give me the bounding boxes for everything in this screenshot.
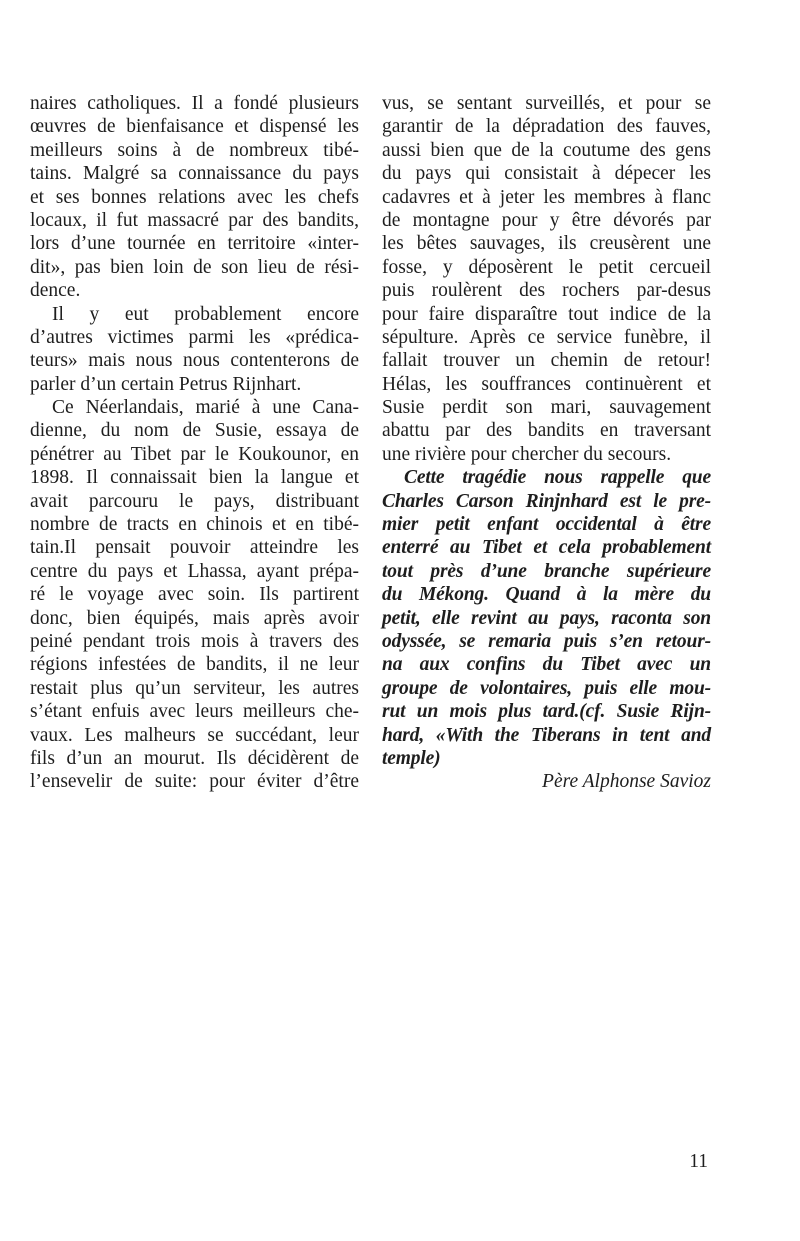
text-line: une rivière pour chercher du secours. [382,443,672,465]
text-line: abattu par des bandits en traversant [382,420,711,442]
text-line: Ce Néerlandais, marié à une Cana- [52,397,359,419]
text-line: odyssée, se remaria puis s’en retour- [382,630,711,652]
left-column [30,92,359,794]
text-line: s’étant enfuis avec leurs meilleurs che- [30,701,359,723]
text-line: pour faire disparaître tout indice de la [382,303,711,325]
text-line: œuvres de bienfaisance et dispensé les [30,116,359,138]
text-line: parler d’un certain Petrus Rijnhart. [30,373,302,395]
text-line: tout près d’une branche supérieure [382,560,711,582]
text-line: Il y eut probablement encore [52,303,359,325]
text-line: nombre de tracts en chinois et en tibé- [30,514,359,536]
text-line: tains. Malgré sa connaissance du pays [30,163,359,185]
text-line: dence. [30,280,81,302]
text-line: 1898. Il connaissait bien la langue et [30,467,359,489]
text-line: fallait trouver un chemin de retour! [382,350,711,372]
text-line: l’ensevelir de suite: pour éviter d’être [30,771,359,793]
text-line: mier petit enfant occidental à être [382,514,711,536]
paragraph [30,303,359,397]
text-line: Susie perdit son mari, sauvagement [382,397,711,419]
text-line: d’autres victimes parmi les «prédica- [30,326,359,348]
text-line: groupe de volontaires, puis elle mou- [382,677,711,699]
text-line: cadavres et à jeter les membres à flanc [382,186,711,208]
author-signature: Père Alphonse Savioz [542,771,711,793]
text-line: vaux. Les malheurs se succédant, leur [30,724,359,746]
text-line: locaux, il fut massacré par des bandits, [30,209,359,231]
text-line: régions infestées de bandits, il ne leur [30,654,359,676]
text-line: teurs» mais nous nous contenterons de [30,350,359,372]
text-line: tain.Il pensait pouvoir atteindre les [30,537,359,559]
text-line: puis roulèrent des rochers par-desus [382,280,711,302]
text-line: naires catholiques. Il a fondé plusieurs [30,93,359,114]
text-line: hard, «With the Tiberans in tent and [382,724,711,746]
paragraph [30,396,359,794]
text-line: rut un mois plus tard.(cf. Susie Rijn- [382,701,711,723]
text-line: vus, se sentant surveillés, et pour se [382,93,711,114]
text-line: donc, bien équipés, mais après avoir [30,607,359,629]
text-line: peiné pendant trois mois à travers des [30,630,359,652]
text-line: petit, elle revint au pays, raconta son [382,607,711,629]
italic-paragraph [382,466,711,770]
text-line: les bêtes sauvages, ils creusèrent une [382,233,711,255]
text-line: fils d’un an mourut. Ils décidèrent de [30,747,359,769]
right-column [382,92,711,794]
text-line: du Mékong. Quand à la mère du [382,584,711,606]
text-line: na aux confins du Tibet avec un [382,654,711,676]
text-line: et ses bonnes relations avec les chefs [30,186,359,208]
text-line: Charles Carson Rinjnhard est le pre- [382,490,711,512]
text-line: dit», pas bien loin de son lieu de rési- [30,256,359,278]
text-line: de montagne pour y être dévorés par [382,209,711,231]
text-line: pénétrer au Tibet par le Koukounor, en [30,443,359,465]
text-line: centre du pays et Lhassa, ayant prépa- [30,560,359,582]
text-line: temple) [382,747,441,769]
text-line: enterré au Tibet et cela probablement [382,537,711,559]
text-line: sépulture. Après ce service funèbre, il [382,326,711,348]
text-line: Cette tragédie nous rappelle que [404,467,711,489]
text-line: du pays qui consistait à dépecer les [382,163,711,185]
text-line: lors d’une tournée en territoire «inter- [30,233,359,255]
text-line: Hélas, les souffrances continuèrent et [382,373,711,395]
text-line: meilleurs soins à de nombreux tibé- [30,139,359,161]
text-line: fosse, y déposèrent le petit cercueil [382,256,711,278]
page-number: 11 [689,1151,708,1172]
paragraph [30,92,359,303]
text-line: ré le voyage avec soin. Ils partirent [30,584,359,606]
text-line: avait parcouru le pays, distribuant [30,490,359,512]
text-line: garantir de la dépradation des fauves, [382,116,711,138]
paragraph [382,92,711,466]
text-line: dienne, du nom de Susie, essaya de [30,420,359,442]
text-line: aussi bien que de la coutume des gens [382,139,711,161]
text-line: restait plus qu’un serviteur, les autres [30,677,359,699]
